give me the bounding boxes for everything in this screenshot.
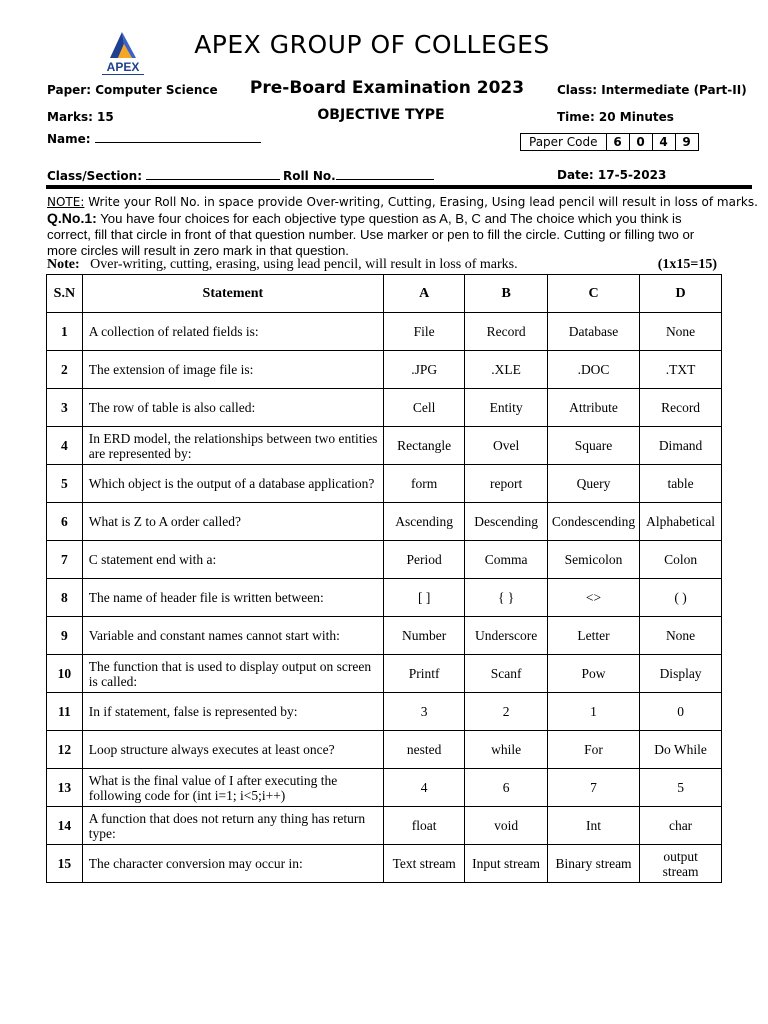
option-c[interactable]: <> <box>547 579 639 617</box>
option-c[interactable]: Pow <box>547 655 639 693</box>
question-statement: What is the final value of I after executing the following code for (int i=1; i<5;i++) <box>82 769 383 807</box>
option-d[interactable]: Do While <box>640 731 722 769</box>
question-number-label: Q.No.1: <box>47 210 97 226</box>
table-row <box>47 693 722 731</box>
option-b[interactable]: report <box>465 465 548 503</box>
table-header-row <box>47 275 722 313</box>
table-row <box>47 769 722 807</box>
question-number: 9 <box>47 617 83 655</box>
question-statement: Loop structure always executes at least once? <box>82 731 383 769</box>
question-number: 12 <box>47 731 83 769</box>
logo-text: APEX <box>106 60 140 74</box>
question-number: 14 <box>47 807 83 845</box>
table-row <box>47 465 722 503</box>
header-option-a: A <box>383 275 464 313</box>
option-c[interactable]: Attribute <box>547 389 639 427</box>
option-b[interactable]: Descending <box>465 503 548 541</box>
option-d[interactable]: output stream <box>640 845 722 883</box>
question-statement: A collection of related fields is: <box>82 313 383 351</box>
paper-code-digit: 4 <box>652 134 675 151</box>
marks-scheme: (1x15=15) <box>657 257 717 272</box>
question-number: 1 <box>47 313 83 351</box>
mcq-table <box>46 274 722 883</box>
option-a[interactable]: Ascending <box>383 503 464 541</box>
option-c[interactable]: Condescending <box>547 503 639 541</box>
time-label: Time: 20 Minutes <box>557 110 674 124</box>
question-number: 5 <box>47 465 83 503</box>
option-d[interactable]: Alphabetical <box>640 503 722 541</box>
question-number: 8 <box>47 579 83 617</box>
question-number: 10 <box>47 655 83 693</box>
name-field[interactable] <box>47 131 261 146</box>
college-title: APEX GROUP OF COLLEGES <box>194 30 550 59</box>
note-label: NOTE: <box>47 195 85 209</box>
roll-no-blank[interactable] <box>336 168 434 180</box>
paper-code-box <box>520 133 699 151</box>
name-label: Name: <box>47 132 91 146</box>
roll-no-field[interactable] <box>283 168 434 183</box>
option-d[interactable]: 0 <box>640 693 722 731</box>
question-statement: The character conversion may occur in: <box>82 845 383 883</box>
class-section-field[interactable] <box>47 168 280 183</box>
question-statement: Variable and constant names cannot start with: <box>82 617 383 655</box>
question-number: 15 <box>47 845 83 883</box>
table-row <box>47 541 722 579</box>
header-option-b: B <box>465 275 548 313</box>
option-b[interactable]: Underscore <box>465 617 548 655</box>
option-b[interactable]: Comma <box>465 541 548 579</box>
option-a[interactable]: 4 <box>383 769 464 807</box>
table-row <box>47 503 722 541</box>
option-d[interactable]: None <box>640 313 722 351</box>
option-b[interactable]: Record <box>465 313 548 351</box>
question-statement: What is Z to A order called? <box>82 503 383 541</box>
question-number: 2 <box>47 351 83 389</box>
option-b[interactable]: while <box>465 731 548 769</box>
option-d[interactable]: char <box>640 807 722 845</box>
option-a[interactable]: 3 <box>383 693 464 731</box>
option-a[interactable]: Printf <box>383 655 464 693</box>
table-row <box>47 313 722 351</box>
option-d[interactable]: Record <box>640 389 722 427</box>
option-c[interactable]: Int <box>547 807 639 845</box>
option-b[interactable]: void <box>465 807 548 845</box>
question-statement: The name of header file is written between: <box>82 579 383 617</box>
note-instructions <box>47 195 758 209</box>
option-a[interactable]: [ ] <box>383 579 464 617</box>
question-instructions <box>47 210 727 259</box>
question-number: 3 <box>47 389 83 427</box>
option-a[interactable]: .JPG <box>383 351 464 389</box>
note2-text: Over-writing, cutting, erasing, using lead pencil, will result in loss of marks. <box>90 257 518 272</box>
table-row <box>47 845 722 883</box>
option-a[interactable]: Cell <box>383 389 464 427</box>
option-a[interactable]: Period <box>383 541 464 579</box>
option-c[interactable]: Letter <box>547 617 639 655</box>
option-a[interactable]: Rectangle <box>383 427 464 465</box>
question-statement: The extension of image file is: <box>82 351 383 389</box>
class-section-label: Class/Section: <box>47 169 143 183</box>
option-c[interactable]: .DOC <box>547 351 639 389</box>
option-a[interactable]: Number <box>383 617 464 655</box>
option-a[interactable]: File <box>383 313 464 351</box>
question-number: 4 <box>47 427 83 465</box>
question-statement: In ERD model, the relationships between two entities are represented by: <box>82 427 383 465</box>
option-d[interactable]: table <box>640 465 722 503</box>
header-sn: S.N <box>47 275 83 313</box>
question-number: 11 <box>47 693 83 731</box>
class-label: Class: Intermediate (Part-II) <box>557 83 747 97</box>
option-b[interactable]: { } <box>465 579 548 617</box>
header-option-d: D <box>640 275 722 313</box>
header-divider <box>46 185 752 189</box>
option-d[interactable]: None <box>640 617 722 655</box>
paper-code-digit: 9 <box>675 134 698 151</box>
roll-no-label: Roll No. <box>283 169 336 183</box>
exam-title: Pre-Board Examination 2023 <box>249 78 525 98</box>
table-row <box>47 655 722 693</box>
option-d[interactable]: Colon <box>640 541 722 579</box>
option-c[interactable]: Semicolon <box>547 541 639 579</box>
option-b[interactable]: Scanf <box>465 655 548 693</box>
table-row <box>47 389 722 427</box>
header-option-c: C <box>547 275 639 313</box>
table-row <box>47 617 722 655</box>
option-a[interactable]: float <box>383 807 464 845</box>
class-section-blank[interactable] <box>146 168 280 180</box>
option-c[interactable]: 7 <box>547 769 639 807</box>
marks-label: Marks: 15 <box>47 110 114 124</box>
option-c[interactable]: For <box>547 731 639 769</box>
question-statement: A function that does not return any thing has return type: <box>82 807 383 845</box>
option-b[interactable]: 2 <box>465 693 548 731</box>
question-statement: The function that is used to display output on screen is called: <box>82 655 383 693</box>
question-number: 6 <box>47 503 83 541</box>
option-d[interactable]: Dimand <box>640 427 722 465</box>
note2-label: Note: <box>47 257 80 272</box>
question-statement: C statement end with a: <box>82 541 383 579</box>
option-a[interactable]: form <box>383 465 464 503</box>
table-row <box>47 351 722 389</box>
option-c[interactable]: Square <box>547 427 639 465</box>
paper-code-digit: 6 <box>606 134 629 151</box>
mcq-body <box>47 313 722 883</box>
question-instructions-text: You have four choices for each objective type question as A, B, C and The choice which you think is correct, fill that circle in front of that question number. Use marker or pen to fill the circle. Cutting or filling two or more circles will result in zero mark in that question. <box>47 211 695 258</box>
option-b[interactable]: .XLE <box>465 351 548 389</box>
option-b[interactable]: Entity <box>465 389 548 427</box>
option-a[interactable]: nested <box>383 731 464 769</box>
date-label: Date: 17-5-2023 <box>557 168 667 182</box>
table-row <box>47 807 722 845</box>
question-number: 7 <box>47 541 83 579</box>
paper-label: Paper: Computer Science <box>47 83 218 97</box>
table-row <box>47 427 722 465</box>
option-b[interactable]: 6 <box>465 769 548 807</box>
option-c[interactable]: Binary stream <box>547 845 639 883</box>
table-row <box>47 731 722 769</box>
name-blank[interactable] <box>95 131 261 143</box>
option-b[interactable]: Input stream <box>465 845 548 883</box>
option-c[interactable]: Query <box>547 465 639 503</box>
question-statement: Which object is the output of a database application? <box>82 465 383 503</box>
header-statement: Statement <box>82 275 383 313</box>
note-marks <box>47 257 717 273</box>
question-statement: The row of table is also called: <box>82 389 383 427</box>
objective-type-title: OBJECTIVE TYPE <box>317 107 445 123</box>
table-row <box>47 579 722 617</box>
paper-code-label: Paper Code <box>521 134 607 151</box>
question-number: 13 <box>47 769 83 807</box>
option-c[interactable]: Database <box>547 313 639 351</box>
question-statement: In if statement, false is represented by: <box>82 693 383 731</box>
option-d[interactable]: 5 <box>640 769 722 807</box>
option-d[interactable]: ( ) <box>640 579 722 617</box>
option-c[interactable]: 1 <box>547 693 639 731</box>
paper-code-digit: 0 <box>629 134 652 151</box>
option-d[interactable]: .TXT <box>640 351 722 389</box>
option-d[interactable]: Display <box>640 655 722 693</box>
option-a[interactable]: Text stream <box>383 845 464 883</box>
option-b[interactable]: Ovel <box>465 427 548 465</box>
note-text: Write your Roll No. in space provide Over-writing, Cutting, Erasing, Using lead pencil will result in loss of marks. <box>84 195 758 209</box>
